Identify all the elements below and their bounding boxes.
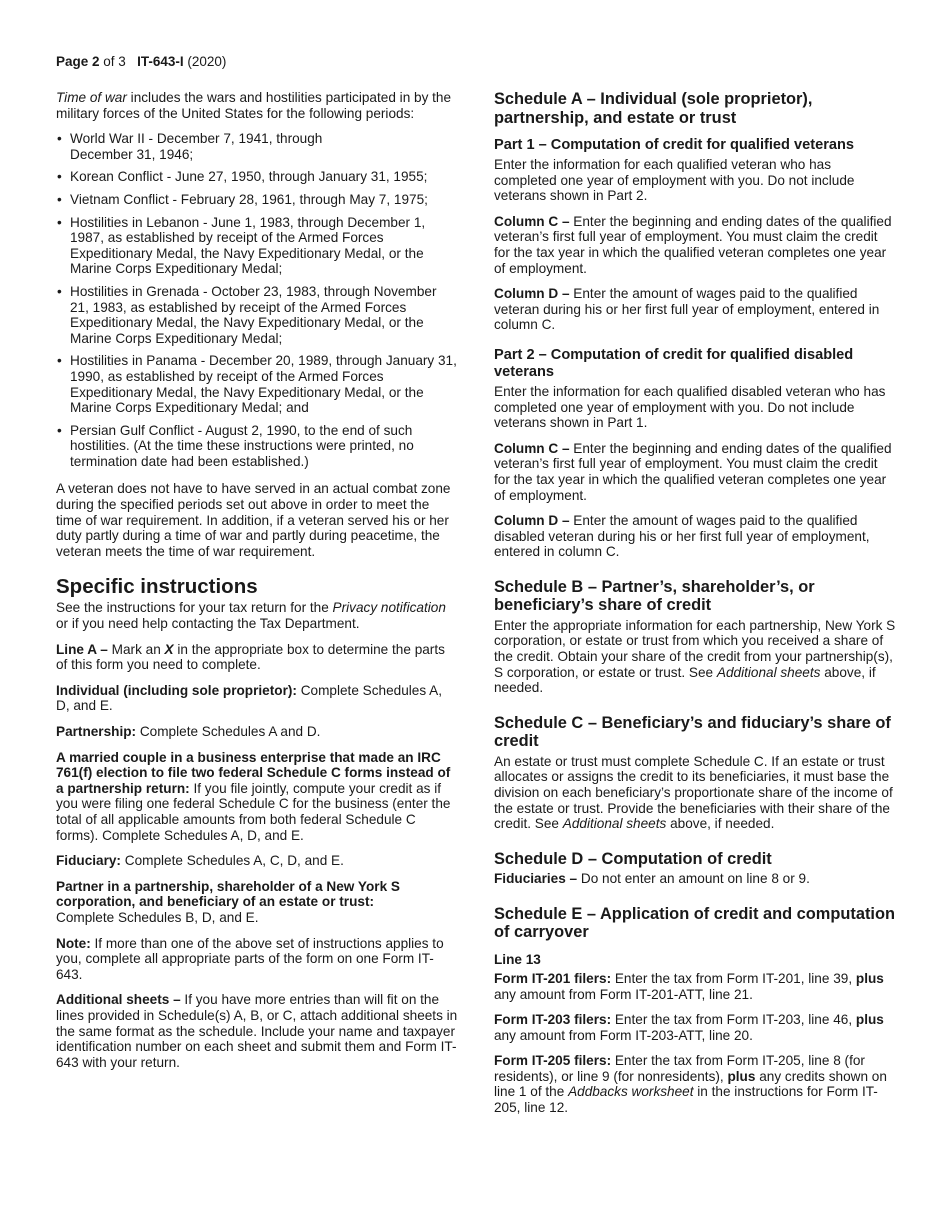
it-205-instruction: Form IT-205 filers: Enter the tax from Form IT-205, line 8 (for residents), or line 9 (for nonresidents), plus any credits shown on line 1 of the Addbacks worksheet in the instructions for Form IT-205, line 12.: [494, 1053, 887, 1116]
schedule-c-heading: Schedule C – Beneficiary’s and fiduciary’s share of credit: [494, 713, 891, 751]
it-203-instruction: Form IT-203 filers: Enter the tax from Form IT-203, line 46, plus any amount from Form IT-203-ATT, line 20.: [494, 1012, 884, 1043]
list-item: • Hostilities in Lebanon - June 1, 1983, through December 1, 1987, as established by receipt of the Armed Forces Expeditionary Medal, the Navy Expeditionary Medal, or the Marine Corps Expeditionary Medal;: [56, 215, 458, 277]
time-of-war-intro: Time of war includes the wars and hostilities participated in by the military forces of the United States for the following periods:: [56, 90, 452, 121]
part-2-heading: Part 2 – Computation of credit for qualified disabled veterans: [494, 346, 854, 380]
partner-instruction: Partner in a partnership, shareholder of a New York S corporation, and beneficiary of an estate or trust: Complete Schedules B, D, and E.: [56, 878, 400, 925]
schedule-e-section: [494, 905, 896, 1116]
schedule-c-text: An estate or trust must complete Schedule C. If an estate or trust allocates or assigns the credit to its beneficiaries, it must base the division on each beneficiary’s proportionate share of the income of the estate or trust. Provide the beneficiaries with their share of the credit. See Additional sheets above, if needed.: [494, 753, 893, 832]
form-id: IT-643-I: [137, 54, 184, 69]
schedule-d-text: Fiduciaries – Do not enter an amount on line 8 or 9.: [494, 871, 810, 887]
schedule-b-section: [494, 578, 896, 696]
list-item: • Hostilities in Panama - December 20, 1989, through January 31, 1990, as established by receipt of the Armed Forces Expeditionary Medal, the Navy Expeditionary Medal, or the Marine Corps Expeditionary Medal; and: [56, 353, 458, 415]
list-item: • Korean Conflict - June 27, 1950, through January 31, 1955;: [56, 169, 458, 185]
list-item: • World War II - December 7, 1941, through December 31, 1946;: [56, 131, 458, 162]
part-1-text: Enter the information for each qualified veteran who has completed one year of employment with you. Do not include veterans shown in Part 2.: [494, 157, 855, 204]
form-year: (2020): [187, 54, 227, 69]
schedule-d-section: [494, 850, 896, 887]
line-a-instruction: Line A – Mark an X in the appropriate box to determine the parts of this form you need to complete.: [56, 641, 445, 673]
list-item: • Persian Gulf Conflict - August 2, 1990, to the end of such hostilities. (At the time these instructions were printed, no termination date had been established.): [56, 423, 458, 470]
schedule-a-heading: Schedule A – Individual (sole proprietor), partnership, and estate or trust: [494, 90, 813, 127]
part-1-column-d: Column D – Enter the amount of wages paid to the qualified veteran during his or her first full year of employment, entered in column C.: [494, 286, 880, 333]
page-of: of 3: [103, 54, 126, 69]
schedule-b-heading: Schedule B – Partner’s, shareholder’s, or beneficiary’s share of credit: [494, 577, 815, 615]
list-item: • Hostilities in Grenada - October 23, 1983, through November 21, 1983, as established by receipt of the Armed Forces Expeditionary Medal, the Navy Expeditionary Medal, or the Marine Corps Expeditionary Medal;: [56, 284, 458, 346]
schedule-c-section: [494, 714, 896, 832]
list-item: • Vietnam Conflict - February 28, 1961, through May 7, 1975;: [56, 192, 458, 208]
schedule-e-heading: Schedule E – Application of credit and computation of carryover: [494, 904, 896, 942]
specific-intro: See the instructions for your tax return for the Privacy notification or if you need help contacting the Tax Department.: [56, 600, 446, 632]
specific-instructions-heading: Specific instructions: [56, 575, 258, 599]
page-header: [56, 54, 226, 69]
veteran-note: A veteran does not have to have served in an actual combat zone during the specified periods set out above in order to meet the time of war requirement. In addition, if a veteran served his or her duty partly during a time of war and partly during peacetime, the veteran meets the time of war requirement.: [56, 481, 451, 559]
page-label: Page 2: [56, 54, 100, 69]
individual-instruction: Individual (including sole proprietor): Complete Schedules A, D, and E.: [56, 682, 443, 714]
part-2-column-d: Column D – Enter the amount of wages paid to the qualified disabled veteran during his or her first full year of employment, entered in column C.: [494, 513, 870, 560]
additional-sheets-instruction: Additional sheets – If you have more entries than will fit on the lines provided in Schedule(s) A, B, or C, attach additional sheets in the same format as the schedule. Include your name and taxpayer identification number on each sheet and submit them and Form IT-643 with your return.: [56, 992, 458, 1070]
part-1-heading: Part 1 – Computation of credit for qualified veterans: [494, 137, 855, 153]
war-periods-list: [56, 131, 458, 469]
left-column: [56, 90, 458, 1080]
note-instruction: Note: If more than one of the above set of instructions applies to you, complete all appropriate parts of the form on one Form IT-643.: [56, 935, 444, 982]
line-13-heading: Line 13: [494, 951, 541, 967]
part-1-column-c: Column C – Enter the beginning and ending dates of the qualified veteran’s first full year of employment. You must claim the credit for the tax year in which the qualified veteran completes one year of employment.: [494, 213, 892, 276]
married-couple-instruction: A married couple in a business enterprise that made an IRC 761(f) election to file two federal Schedule C forms instead of a partnership return: If you file jointly, compute your credit as if you were filing one federal Schedule C for the business (enter the total of all applicable amounts from both federal Schedule C forms). Complete Schedules A, D, and E.: [56, 749, 451, 843]
fiduciary-instruction: Fiduciary: Complete Schedules A, C, D, and E.: [56, 853, 344, 869]
schedule-b-text: Enter the appropriate information for each partnership, New York S corporation, or estate or trust from which you received a share of the credit. Obtain your share of the credit from your partnership(s), S corporation, or estate or trust. See Additional sheets above, if needed.: [494, 617, 896, 696]
it-201-instruction: Form IT-201 filers: Enter the tax from Form IT-201, line 39, plus any amount from Form IT-201-ATT, line 21.: [494, 970, 884, 1002]
part-2-column-c: Column C – Enter the beginning and ending dates of the qualified veteran’s first full year of employment. You must claim the credit for the tax year in which the qualified veteran completes one year of employment.: [494, 440, 892, 503]
partnership-instruction: Partnership: Complete Schedules A and D.: [56, 724, 321, 739]
schedule-d-heading: Schedule D – Computation of credit: [494, 849, 772, 868]
right-column: [494, 90, 896, 1126]
part-2-text: Enter the information for each qualified disabled veteran who has completed one year of employment with you. Do not include veterans shown in Part 1.: [494, 383, 886, 431]
